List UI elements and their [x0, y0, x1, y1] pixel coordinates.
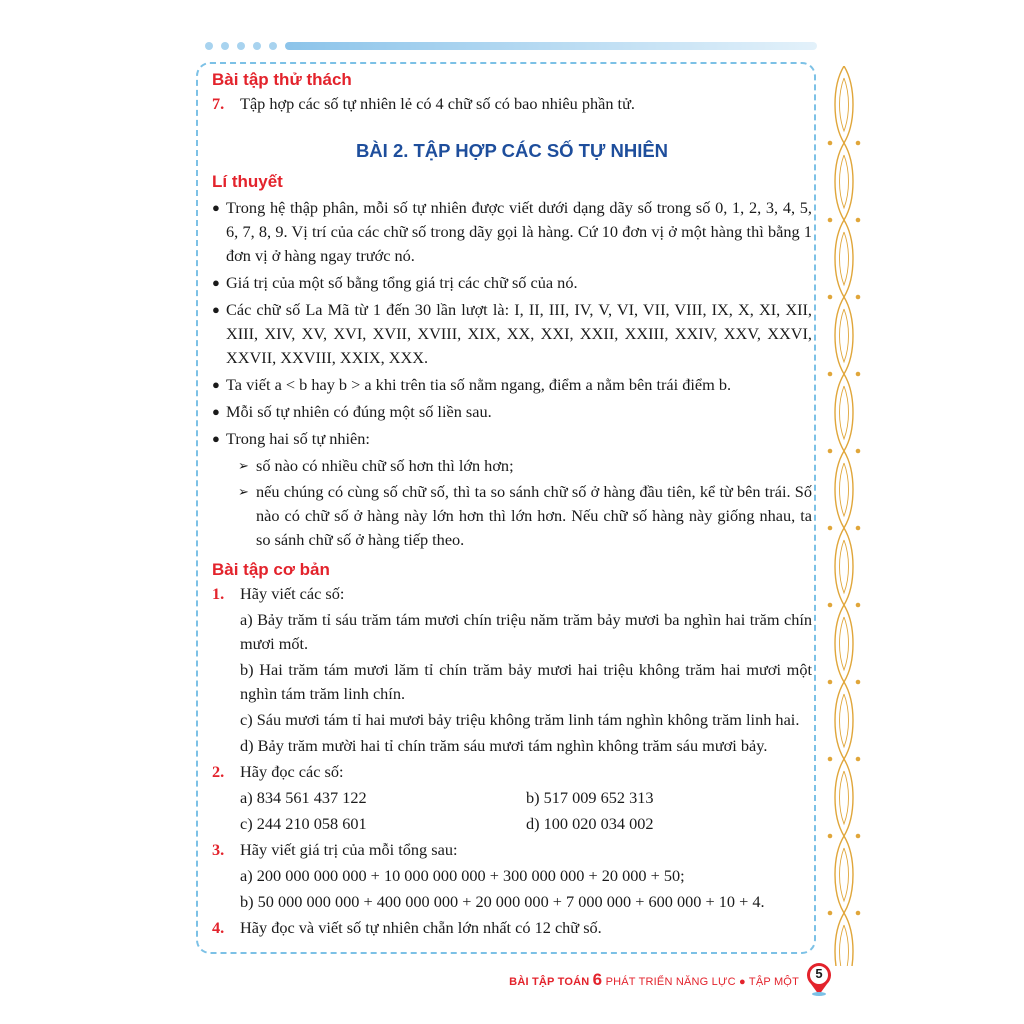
- problem-text: Hãy viết giá trị của mỗi tổng sau:: [240, 840, 458, 859]
- dot-icon: [237, 42, 245, 50]
- problem-part: b) 50 000 000 000 + 400 000 000 + 20 000 000 + 7 000 000 + 600 000 + 10 + 4.: [240, 892, 765, 911]
- problem-2: [212, 760, 812, 784]
- page-content: [212, 68, 812, 940]
- problem-text: Hãy đọc và viết số tự nhiên chẵn lớn nhất có 12 chữ số.: [240, 918, 602, 937]
- theory-bullet: ● Các chữ số La Mã từ 1 đến 30 lần lượt là: I, II, III, IV, V, VI, VII, VIII, IX, X, XI, XII, XIII, XIV, XV, XVI, XVII, XVIII, XIX, XX, XXI, XXII, XXIII, XXIV, XXV, XXVI, XXVII, XXVIII, XXIX, XXX.: [212, 298, 812, 370]
- arrow-icon: ➢: [238, 458, 249, 473]
- basic-heading: Bài tập cơ bản: [212, 560, 330, 579]
- problem-part-row: [240, 786, 812, 810]
- page-number: 5: [815, 966, 823, 981]
- dot-icon: [269, 42, 277, 50]
- problem-number: 3.: [212, 840, 225, 859]
- dot-icon: [221, 42, 229, 50]
- bullet-icon: ●: [212, 431, 220, 446]
- problem-text: Hãy đọc các số:: [240, 762, 344, 781]
- problem-part: c) 244 210 058 601: [240, 814, 367, 833]
- dot-icon: [205, 42, 213, 50]
- theory-heading: Lí thuyết: [212, 172, 283, 191]
- theory-bullet: ● Trong hệ thập phân, mỗi số tự nhiên được viết dưới dạng dãy số trong số 0, 1, 2, 3, 4, 5, 6, 7, 8, 9. Vị trí của các chữ số trong dãy gọi là hàng. Cứ 10 đơn vị ở một hàng thì bằng 1 đơn vị ở hàng ngay trước nó.: [212, 196, 812, 268]
- lesson-title: BÀI 2. TẬP HỢP CÁC SỐ TỰ NHIÊN: [355, 140, 669, 161]
- problem-part: d) Bảy trăm mười hai tỉ chín trăm sáu mươi tám nghìn không trăm sáu mươi bảy.: [240, 736, 768, 755]
- problem-3: [212, 838, 812, 862]
- problem-number: 7.: [212, 94, 225, 113]
- footer-grade: 6: [592, 970, 603, 989]
- bullet-icon: ●: [212, 302, 220, 317]
- problem-7: [212, 92, 812, 116]
- problem-part: b) Hai trăm tám mươi lăm tỉ chín trăm bảy mươi hai triệu không trăm hai mươi một nghìn tám trăm linh chín.: [240, 660, 812, 703]
- problem-part: b) 517 009 652 313: [526, 788, 654, 807]
- problem-number: 1.: [212, 584, 225, 603]
- bullet-icon: ●: [212, 200, 220, 215]
- problem-1: [212, 582, 812, 606]
- bullet-icon: ●: [212, 275, 220, 290]
- theory-bullet: ● Ta viết a < b hay b > a khi trên tia số nằm ngang, điểm a nằm bên trái điểm b.: [212, 373, 812, 397]
- problem-part: a) 834 561 437 122: [240, 788, 367, 807]
- problem-part: a) Bảy trăm tỉ sáu trăm tám mươi chín triệu năm trăm bảy mươi ba nghìn hai trăm chín mươi mốt.: [240, 610, 812, 653]
- problem-number: 4.: [212, 918, 225, 937]
- theory-subbullet: ➢ số nào có nhiều chữ số hơn thì lớn hơn;: [238, 454, 812, 478]
- bullet-icon: ●: [212, 404, 220, 419]
- challenge-heading: Bài tập thử thách: [212, 70, 352, 89]
- problem-part: a) 200 000 000 000 + 10 000 000 000 + 300 000 000 + 20 000 + 50;: [240, 866, 685, 885]
- problem-number: 2.: [212, 762, 225, 781]
- footer-book-title: BÀI TẬP TOÁN: [509, 976, 590, 988]
- page-footer: [509, 970, 799, 990]
- footer-subtitle: PHÁT TRIỂN NĂNG LỰC ● TẬP MỘT: [605, 976, 799, 988]
- top-decoration-bar: [205, 40, 817, 52]
- theory-bullet: ● Giá trị của một số bằng tổng giá trị các chữ số của nó.: [212, 271, 812, 295]
- problem-part: d) 100 020 034 002: [526, 814, 654, 833]
- gradient-line: [285, 42, 817, 50]
- theory-subbullet: ➢ nếu chúng có cùng số chữ số, thì ta so sánh chữ số ở hàng đầu tiên, kể từ bên trái. Số nào có chữ số ở hàng này lớn hơn thì lớn hơn. Nếu chữ số hàng này giống nhau, ta so sánh chữ số ở hàng tiếp theo.: [238, 480, 812, 552]
- problem-part-row: [240, 812, 812, 836]
- problem-text: Hãy viết các số:: [240, 584, 345, 603]
- problem-part: c) Sáu mươi tám tỉ hai mươi bảy triệu không trăm linh tám nghìn không trăm linh hai.: [240, 710, 800, 729]
- theory-bullet: ● Mỗi số tự nhiên có đúng một số liền sau.: [212, 400, 812, 424]
- arrow-icon: ➢: [238, 484, 249, 499]
- problem-4: [212, 916, 812, 940]
- problem-text: Tập hợp các số tự nhiên lẻ có 4 chữ số có bao nhiêu phần tử.: [240, 94, 635, 113]
- dot-icon: [253, 42, 261, 50]
- side-ornament-icon: [824, 66, 864, 966]
- page-number-badge: [804, 962, 834, 996]
- bullet-icon: ●: [212, 377, 220, 392]
- theory-bullet: ● Trong hai số tự nhiên:: [212, 427, 812, 451]
